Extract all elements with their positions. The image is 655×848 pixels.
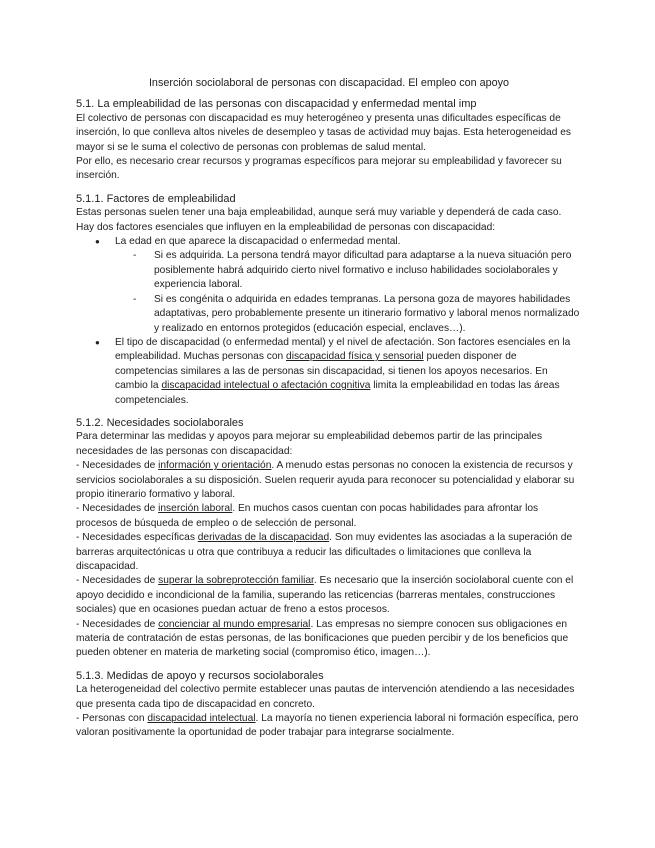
section-5-1-2-intro: Para determinar las medidas y apoyos para mejorar su empleabilidad debemos partir de las principales necesidades de las personas con discapacidad: <box>76 431 543 457</box>
section-5-1-2 <box>76 416 582 661</box>
factor-type-text-b: pueden disponer de competencias similares a las de personas sin discapacidad, si tienen los apoyos necesarios. En cambio la <box>115 351 548 392</box>
section-5-1-1-heading: 5.1.1. Factores de empleabilidad <box>76 192 236 205</box>
factor-type-text-a: El tipo de discapacidad (o enfermedad mental) y el nivel de afectación. Son factores esenciales en la empleabilidad. Muchas personas con <box>115 336 571 363</box>
age-sub-item-congenital: - Si es congénita o adquirida en edades tempranas. La persona goza de mayores habilidades adaptativas, pero probablemente presente un itinerario formativo y laboral menos normalizado y realizado en entornos protegidos (educación especial, enclaves…). <box>154 293 582 336</box>
need-business <box>76 618 582 661</box>
section-5-1-heading: 5.1. La empleabilidad de las personas con discapacidad y enfermedad mental imp <box>76 98 477 111</box>
section-5-1-1 <box>76 192 582 408</box>
factor-type-underline-1: discapacidad física y sensorial <box>286 351 424 363</box>
need-family-underline: superar la sobreprotección familiar <box>158 575 314 587</box>
age-sub-item-acquired: - Si es adquirida. La persona tendrá mayor dificultad para adaptarse a la nueva situación pero posiblemente habrá adquirido cierto nivel formativo e incluso habilidades sociolaborales y experiencia laboral. <box>154 249 582 292</box>
measure-intellectual-underline: discapacidad intelectual <box>147 713 256 725</box>
need-insertion-text: . En muchos casos cuentan con pocas habilidades para afrontar los procesos de búsqueda de empleo o de selección de personal. <box>76 503 539 529</box>
need-business-prefix: - Necesidades de <box>76 618 159 630</box>
measure-intellectual-text: . La mayoría no tienen experiencia laboral ni formación específica, pero valoran positivamente la oportunidad de poder trabajar para integrarse socialmente. <box>76 713 579 739</box>
section-5-1-3-heading: 5.1.3. Medidas de apoyo y recursos sociolaborales <box>76 669 324 682</box>
need-disability-prefix: - Necesidades específicas <box>76 532 198 544</box>
section-5-1-2-heading: 5.1.2. Necesidades sociolaborales <box>76 416 244 429</box>
document-title: Inserción sociolaboral de personas con discapacidad. El empleo con apoyo <box>148 77 510 89</box>
need-insertion <box>76 502 582 531</box>
section-5-1-3-intro: La heterogeneidad del colectivo permite establecer unas pautas de intervención atendiendo a las necesidades que presenta cada tipo de discapacidad en concreto. <box>76 684 575 710</box>
need-insertion-underline: inserción laboral <box>158 503 233 515</box>
section-5-1 <box>76 97 582 183</box>
factor-item-age <box>115 235 582 336</box>
factor-type-underline-2: discapacidad intelectual o afectación cognitiva <box>161 380 371 392</box>
factor-item-type <box>115 336 582 408</box>
need-disability-underline: derivadas de la discapacidad <box>197 532 330 544</box>
need-family-prefix: - Necesidades de <box>76 575 159 587</box>
section-5-1-1-intro: Estas personas suelen tener una baja empleabilidad, aunque será muy variable y dependerá de cada caso. Hay dos factores esenciales que influyen en la empleabilidad de personas con discapacidad: <box>76 207 562 233</box>
measure-intellectual-prefix: - Personas con <box>76 713 148 725</box>
measure-intellectual <box>76 712 582 741</box>
need-family-text: . Es necesario que la inserción sociolaboral cuente con el apoyo decidido e incondicional de la familia, superando las reticencias (barreras mentales, construcciones sociales) que en ocasiones puedan actuar de freno a estos procesos. <box>76 575 574 616</box>
age-sublist <box>115 249 582 335</box>
need-business-underline: concienciar al mundo empresarial <box>158 618 311 630</box>
document-page <box>76 76 582 749</box>
section-5-1-3 <box>76 669 582 741</box>
factor-list <box>76 235 582 408</box>
factor-type-text-c: limita la empleabilidad en todas las áreas competenciales. <box>115 380 560 406</box>
need-information <box>76 459 582 502</box>
need-disability-text: . Son muy evidentes las asociadas a la superación de barreras arquitectónicas u otra que contribuya a reducir las dificultades o limitaciones que conlleva la discapacidad. <box>76 532 573 572</box>
need-disability <box>76 531 582 574</box>
need-information-prefix: - Necesidades de <box>76 460 159 472</box>
factor-age-text: La edad en que aparece la discapacidad o enfermedad mental. <box>115 236 401 248</box>
need-information-text: . A menudo estas personas no conocen la existencia de recursos y servicios sociolaborales a su disposición. Suelen requerir ayuda para reconocer su potencialidad y elaborar su propio itinerario formativo y laboral. <box>76 460 575 500</box>
section-5-1-paragraph-2: Por ello, es necesario crear recursos y programas específicos para mejorar su empleabilidad y favorecer su inserción. <box>76 156 562 182</box>
need-insertion-prefix: - Necesidades de <box>76 503 159 515</box>
need-information-underline: información y orientación <box>158 460 272 472</box>
need-business-text: . Las empresas no siempre conocen sus obligaciones en materia de contratación de estas personas, de las bonificaciones que pueden percibir y de los beneficios que pueden obtener en materia de marketing social (compromiso ético, imagen…). <box>76 618 569 659</box>
need-family <box>76 574 582 617</box>
section-5-1-paragraph-1: El colectivo de personas con discapacidad es muy heterogéneo y presenta unas dificultades específicas de inserción, lo que conlleva altos niveles de desempleo y tasas de actividad muy bajas. Esta heterogeneidad es mayor si se le suma el colectivo de personas con problemas de salud mental. <box>76 112 571 153</box>
